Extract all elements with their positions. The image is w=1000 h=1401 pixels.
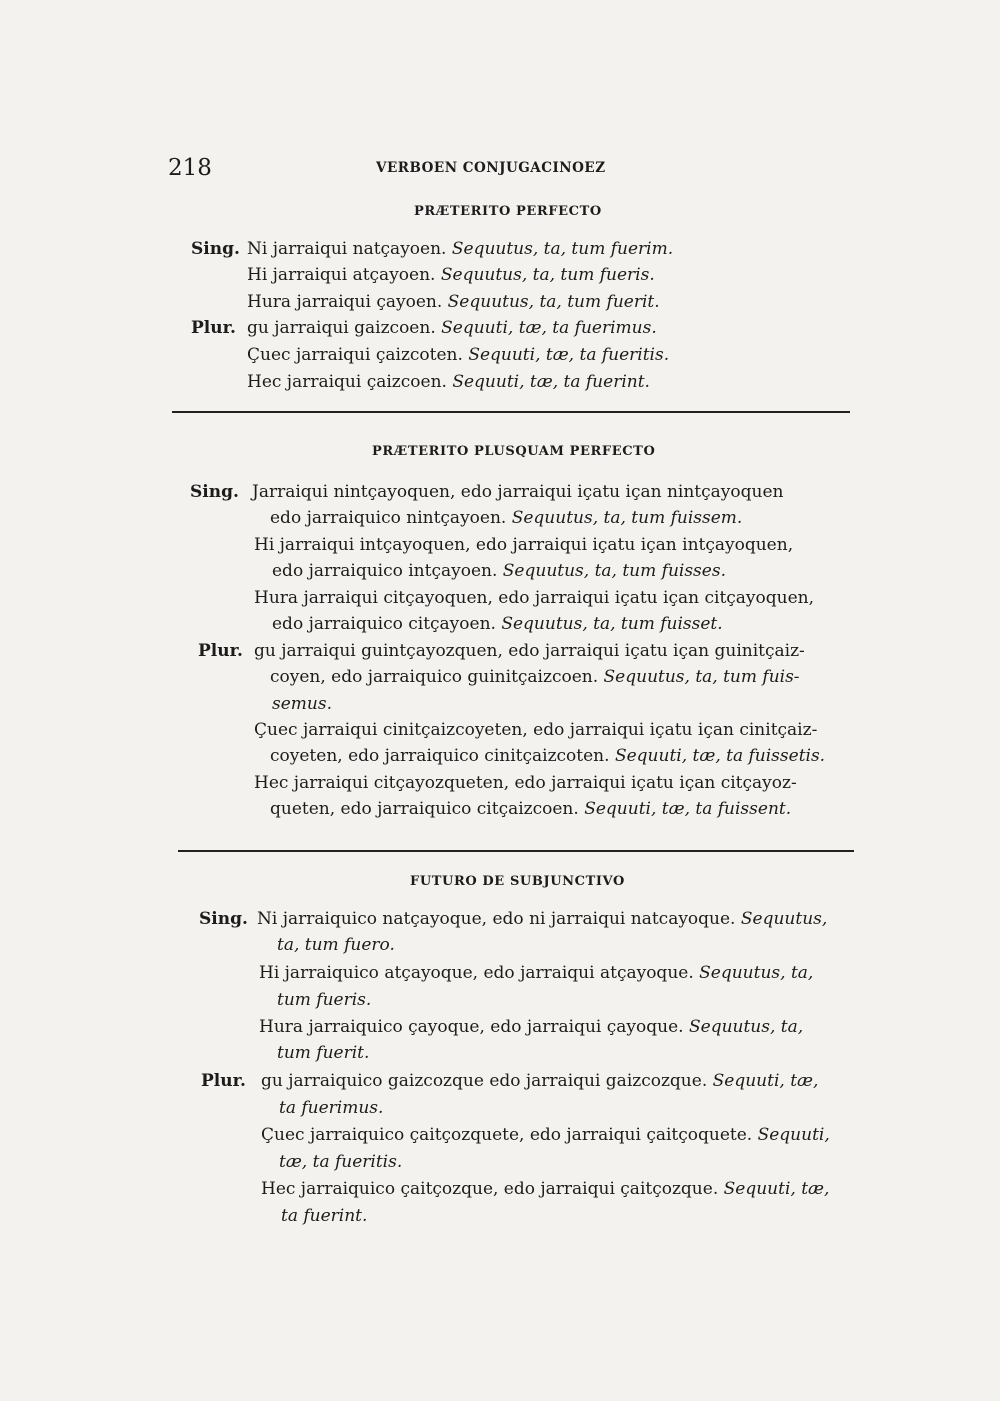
futuro-line: Ni jarraiquico natçayoque, edo ni jarraiqui natcayoque. Sequutus, [257,909,828,929]
plusquam-line: Hura jarraiqui citçayoquen, edo jarraiqui içatu içan citçayoquen, [254,588,815,608]
plur-label-futuro: Plur. [201,1071,246,1091]
perfecto-line: Hec jarraiqui çaizcoen. Sequuti, tæ, ta fuerint. [247,372,650,392]
plur-label-plusquam: Plur. [198,641,243,661]
plusquam-line: Çuec jarraiqui cinitçaizcoyeten, edo jarraiqui içatu içan cinitçaiz- [254,720,818,740]
futuro-line: tum fuerit. [277,1043,370,1063]
page-number: 218 [168,155,212,181]
futuro-line: ta fuerimus. [279,1098,384,1118]
plusquam-line: Hi jarraiqui intçayoquen, edo jarraiqui içatu içan intçayoquen, [254,535,794,555]
plusquam-line: edo jarraiquico nintçayoen. Sequutus, ta, tum fuissem. [270,508,743,528]
perfecto-line: Hi jarraiqui atçayoen. Sequutus, ta, tum fueris. [247,265,655,285]
futuro-line: gu jarraiquico gaizcozque edo jarraiqui gaizcozque. Sequuti, tæ, [261,1071,819,1091]
section-heading-futuro: FUTURO DE SUBJUNCTIVO [410,874,625,889]
page-header [168,155,858,185]
section-heading-plusquam: PRÆTERITO PLUSQUAM PERFECTO [372,444,656,459]
perfecto-line: Hura jarraiqui çayoen. Sequutus, ta, tum fuerit. [247,292,660,312]
futuro-line: tum fueris. [277,990,372,1010]
perfecto-line: Çuec jarraiqui çaizcoten. Sequuti, tæ, ta fueritis. [247,345,670,365]
futuro-line: Çuec jarraiquico çaitçozquete, edo jarraiqui çaitçoquete. Sequuti, [261,1125,830,1145]
running-head: VERBOEN CONJUGACINOEZ [376,160,606,176]
plusquam-line: gu jarraiqui guintçayozquen, edo jarraiqui içatu içan guinitçaiz- [254,641,805,661]
plur-label-perfecto: Plur. [191,318,236,338]
sing-label-futuro: Sing. [199,909,248,929]
sing-label-plusquam: Sing. [190,482,239,502]
futuro-line: ta, tum fuero. [277,935,395,955]
futuro-line: Hec jarraiquico çaitçozque, edo jarraiqui çaitçozque. Sequuti, tæ, [261,1179,830,1199]
futuro-line: Hi jarraiquico atçayoque, edo jarraiqui atçayoque. Sequutus, ta, [259,963,814,983]
plusquam-line: coyeten, edo jarraiquico cinitçaizcoten. Sequuti, tæ, ta fuissetis. [270,746,826,766]
sing-label-perfecto: Sing. [191,239,240,259]
section-heading-perfecto: PRÆTERITO PERFECTO [414,204,602,219]
plusquam-line: Hec jarraiqui citçayozqueten, edo jarraiqui içatu içan citçayoz- [254,773,797,793]
futuro-line: ta fuerint. [281,1206,368,1226]
plusquam-line: semus. [272,694,332,714]
perfecto-line: gu jarraiqui gaizcoen. Sequuti, tæ, ta fuerimus. [247,318,657,338]
perfecto-line: Ni jarraiqui natçayoen. Sequutus, ta, tum fuerim. [247,239,674,259]
plusquam-line: coyen, edo jarraiquico guinitçaizcoen. Sequutus, ta, tum fuis- [270,667,800,687]
futuro-line: tæ, ta fueritis. [279,1152,403,1172]
plusquam-line: edo jarraiquico citçayoen. Sequutus, ta, tum fuisset. [272,614,723,634]
section-divider [172,411,850,413]
futuro-line: Hura jarraiquico çayoque, edo jarraiqui çayoque. Sequutus, ta, [259,1017,804,1037]
plusquam-line: queten, edo jarraiquico citçaizcoen. Sequuti, tæ, ta fuissent. [270,799,792,819]
section-divider [178,850,854,852]
plusquam-line: Jarraiqui nintçayoquen, edo jarraiqui içatu içan nintçayoquen [252,482,784,502]
plusquam-line: edo jarraiquico intçayoen. Sequutus, ta, tum fuisses. [272,561,726,581]
